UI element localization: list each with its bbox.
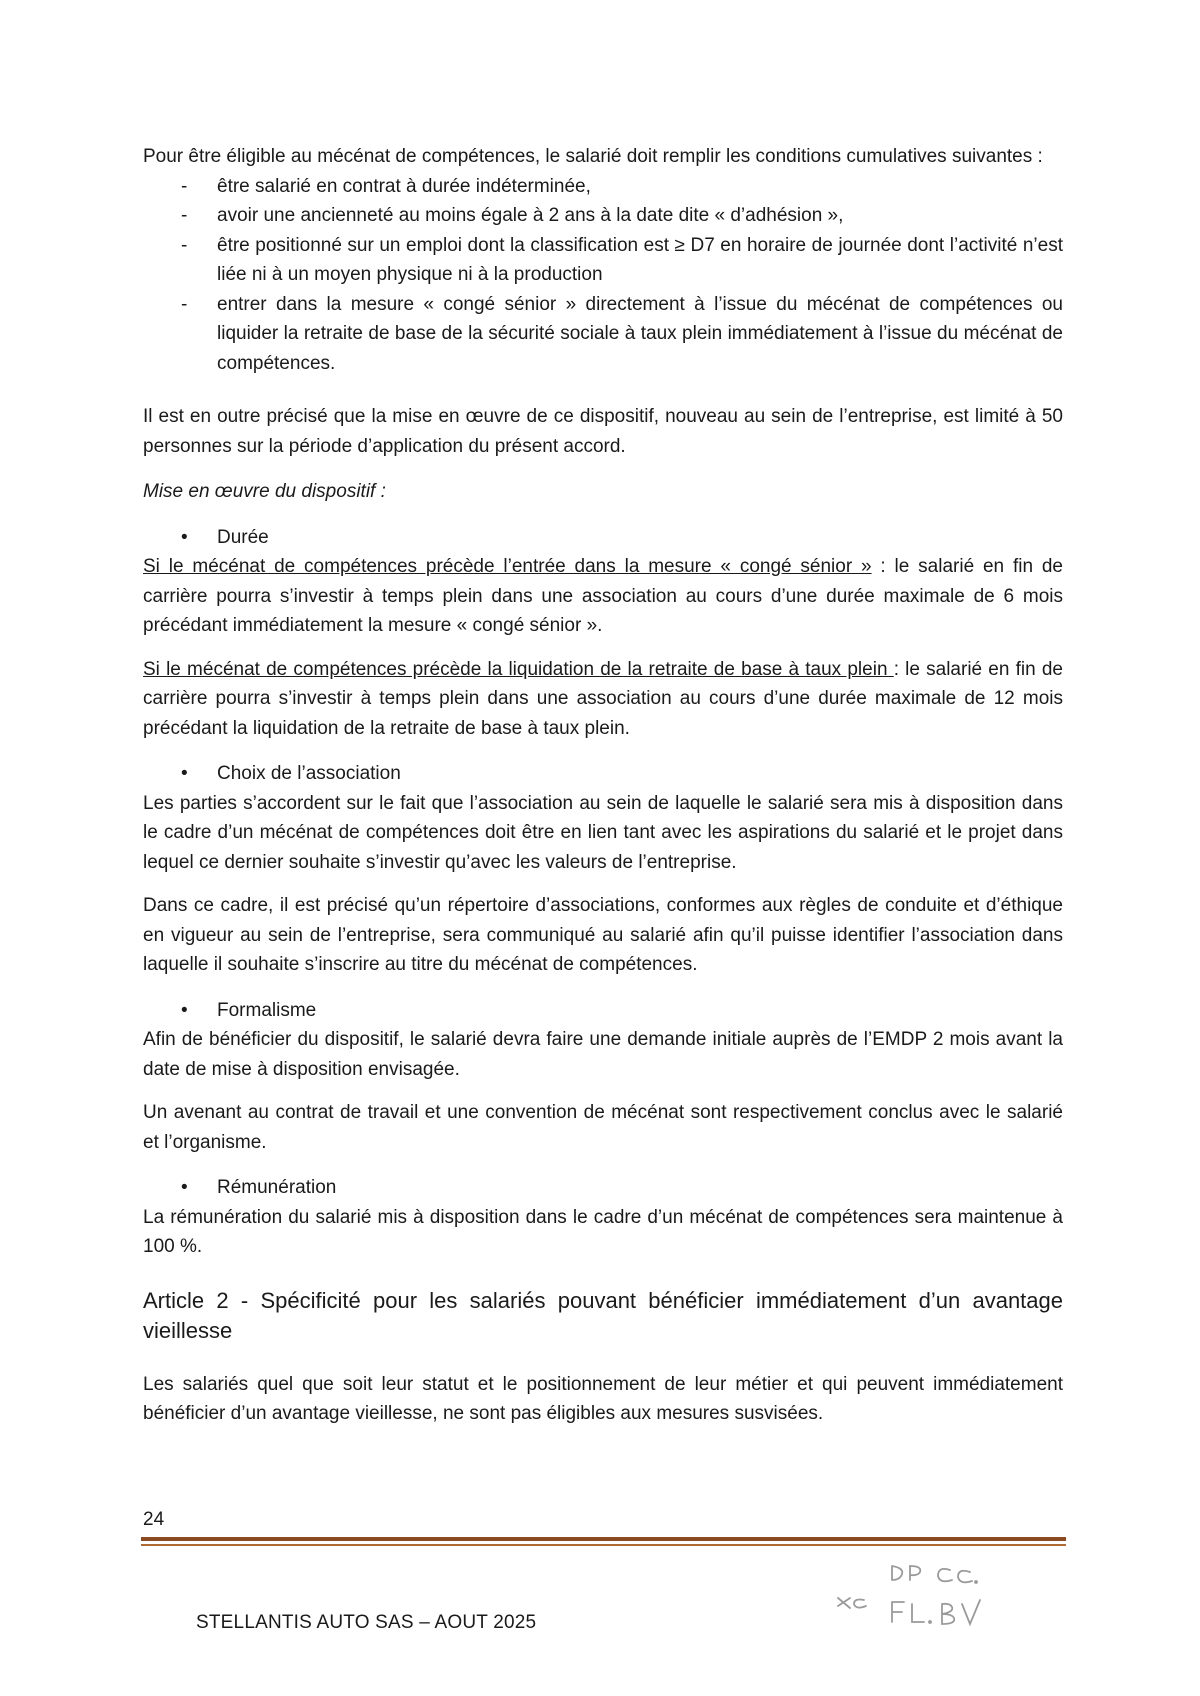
condition-item: - être positionné sur un emploi dont la classification est ≥ D7 en horaire de journée dont l’activité n’est liée ni à un moyen physique ni à la production <box>143 231 1063 290</box>
document-body <box>143 142 1063 1429</box>
bullet-icon: • <box>181 999 188 1021</box>
bullet-icon: • <box>181 1177 188 1198</box>
handwritten-initials <box>830 1556 1010 1636</box>
formalisme-paragraph-2: Un avenant au contrat de travail et une convention de mécénat sont respectivement conclus avec le salarié et l’organisme. <box>143 1102 1063 1153</box>
bullet-icon: • <box>181 763 188 784</box>
footer-rule-thin <box>141 1544 1066 1546</box>
section-subheading: Mise en œuvre du dispositif : <box>143 481 386 502</box>
condition-item: - être salarié en contrat à durée indéterminée, <box>143 172 1063 202</box>
bullet-heading-duree: • Durée <box>143 523 1063 553</box>
formalisme-paragraph-1: Afin de bénéficier du dispositif, le salarié devra faire une demande initiale auprès de l’EMDP 2 mois avant la date de mise à disposition envisagée. <box>143 1029 1063 1080</box>
limit-paragraph: Il est en outre précisé que la mise en œuvre de ce dispositif, nouveau au sein de l’entreprise, est limité à 50 personnes sur la période d’application du présent accord. <box>143 406 1063 457</box>
condition-item: - entrer dans la mesure « congé sénior » directement à l’issue du mécénat de compétences ou liquider la retraite de base de la sécurité sociale à taux plein immédiatement à l’issue du mécénat de compétences. <box>143 290 1063 379</box>
footer-text: STELLANTIS AUTO SAS – AOUT 2025 <box>196 1612 537 1633</box>
article-2-paragraph: Les salariés quel que soit leur statut et le positionnement de leur métier et qui peuvent immédiatement bénéficier d’un avantage vieillesse, ne sont pas éligibles aux mesures susvisées. <box>143 1373 1063 1424</box>
conditions-list <box>143 172 1063 379</box>
bullet-heading-choix: • Choix de l’association <box>143 759 1063 789</box>
bullet-heading-formalisme: • Formalisme <box>143 996 1063 1026</box>
bullet-heading-remuneration: • Rémunération <box>143 1173 1063 1203</box>
footer-rule <box>141 1537 1066 1541</box>
page-number: 24 <box>143 1509 165 1530</box>
bullet-icon: • <box>181 526 188 548</box>
duree-paragraph-2: Si le mécénat de compétences précède la liquidation de la retraite de base à taux plein : le salarié en fin de carrière pourra s’investir à temps plein dans une association au cours d’une durée maximale de 12 mois précédant la liquidation de la retraite de base à taux plein. <box>143 658 1064 739</box>
article-2-heading: Article 2 - Spécificité pour les salariés pouvant bénéficier immédiatement d’un avantage vieillesse <box>143 1287 1063 1343</box>
choix-paragraph-2: Dans ce cadre, il est précisé qu’un répertoire d’associations, conformes aux règles de conduite et d’éthique en vigueur au sein de l’entreprise, sera communiqué au salarié afin qu’il puisse identifier l’association dans laquelle il souhaite s’inscrire au titre du mécénat de compétences. <box>143 895 1063 975</box>
remuneration-paragraph: La rémunération du salarié mis à disposition dans le cadre d’un mécénat de compétences sera maintenue à 100 %. <box>143 1206 1063 1257</box>
condition-item: - avoir une ancienneté au moins égale à 2 ans à la date dite « d’adhésion », <box>143 201 1063 231</box>
duree-paragraph-1: Si le mécénat de compétences précède l’entrée dans la mesure « congé sénior » : le salarié en fin de carrière pourra s’investir à temps plein dans une association au cours d’une durée maximale de 6 mois précédant immédiatement la mesure « congé sénior ». <box>143 556 1064 636</box>
choix-paragraph-1: Les parties s’accordent sur le fait que l’association au sein de laquelle le salarié sera mis à disposition dans le cadre d’un mécénat de compétences doit être en lien tant avec les aspirations du salarié et le projet dans lequel ce dernier souhaite s’investir qu’avec les valeurs de l’entreprise. <box>143 792 1063 873</box>
intro-paragraph: Pour être éligible au mécénat de compétences, le salarié doit remplir les conditions cumulatives suivantes : <box>143 146 1043 167</box>
